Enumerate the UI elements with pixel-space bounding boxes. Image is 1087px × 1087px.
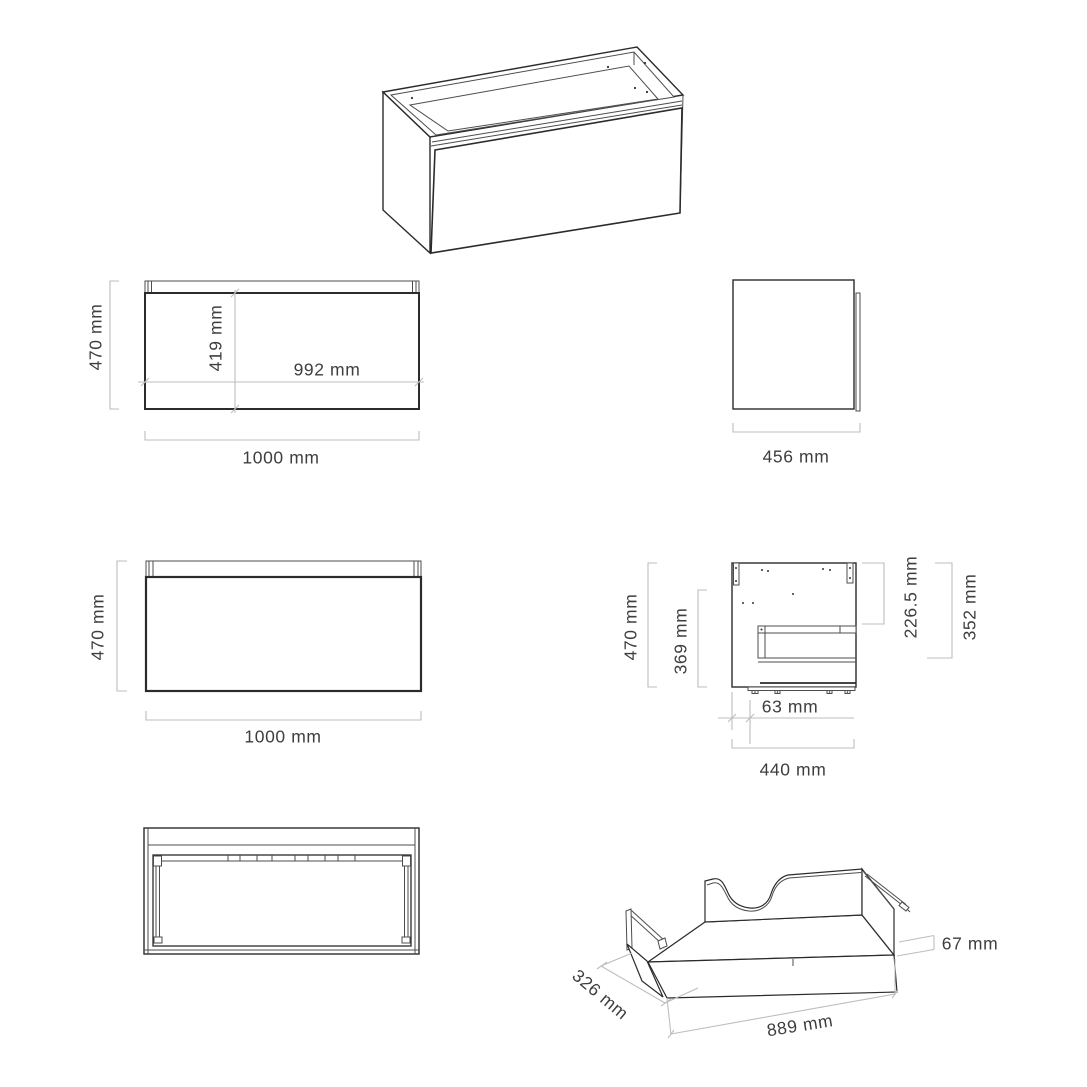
cabinet-outline	[383, 47, 683, 253]
dim-closed-overall-width: 1000 mm	[244, 726, 322, 747]
dim-section-overall-height: 470 mm	[620, 593, 641, 661]
dim-drawer-width: 889 mm	[765, 1010, 835, 1041]
front-view-outline	[145, 281, 419, 409]
side-view-dimensions	[733, 423, 860, 432]
plan-outline	[144, 828, 419, 954]
dim-section-depth: 440 mm	[759, 759, 827, 780]
dim-front-drawer-height: 419 mm	[205, 304, 226, 372]
dim-drawer-front-height: 67 mm	[941, 933, 999, 954]
drawer-outline	[626, 869, 910, 998]
dim-drawer-depth: 326 mm	[568, 965, 633, 1024]
section-outline	[732, 563, 856, 694]
dim-side-depth: 456 mm	[762, 446, 830, 467]
dim-front-inner-width: 992 mm	[293, 359, 361, 380]
cross-section-drawing	[600, 540, 1020, 795]
dim-section-slide-top: 226.5 mm	[900, 555, 921, 639]
dim-section-slide-bottom: 352 mm	[959, 573, 980, 641]
side-view-drawing	[700, 260, 890, 475]
dim-closed-overall-height: 470 mm	[87, 593, 108, 661]
dim-section-inner-height: 369 mm	[670, 607, 691, 675]
isometric-cabinet-drawing	[365, 25, 705, 275]
front-closed-outline	[146, 561, 421, 691]
side-view-outline	[733, 280, 860, 411]
dim-front-overall-width: 1000 mm	[242, 447, 320, 468]
dim-section-front-inset: 63 mm	[761, 696, 819, 717]
plan-view-drawing	[140, 820, 430, 960]
dim-front-overall-height: 470 mm	[85, 303, 106, 371]
